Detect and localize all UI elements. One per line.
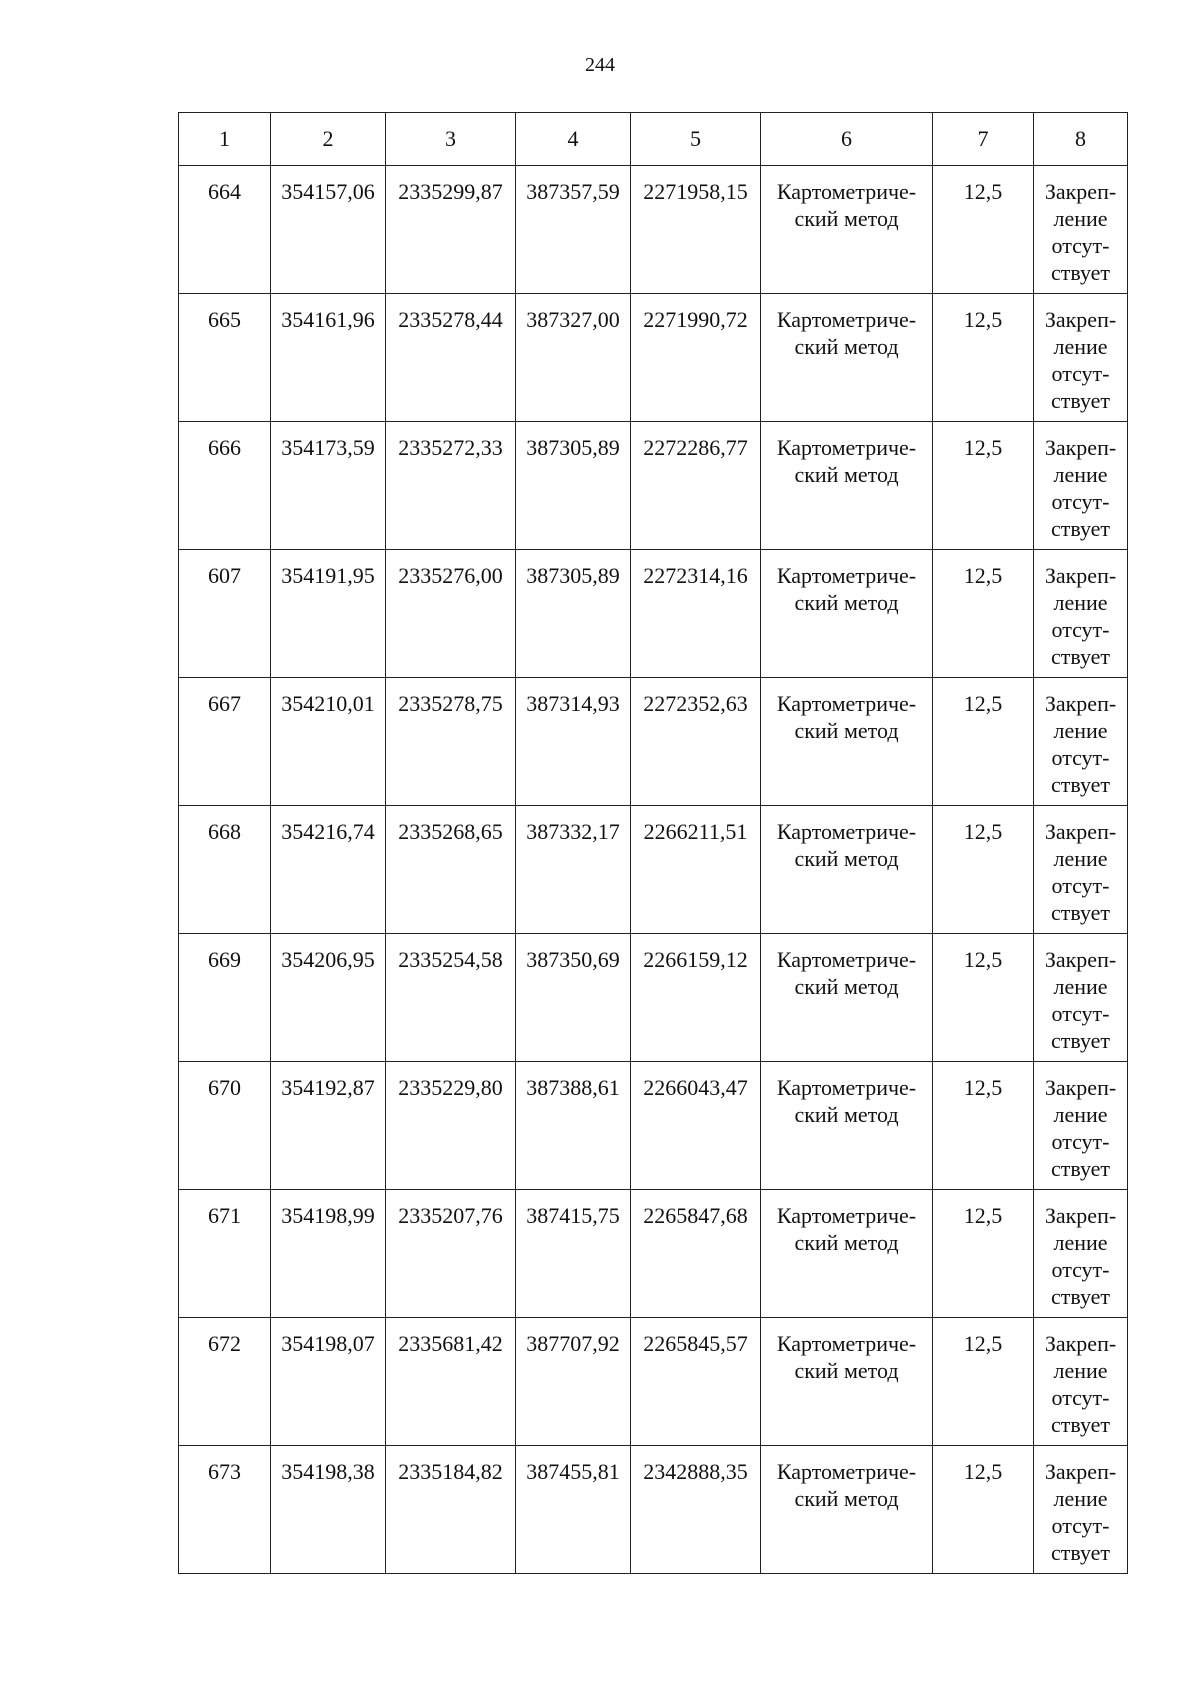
coord-cell: 2335229,80: [386, 1062, 516, 1190]
method-line: Картометриче-: [776, 819, 917, 844]
coord-cell: 387455,81: [516, 1446, 631, 1574]
fixing-line: отсут-: [1051, 745, 1110, 770]
fixing-cell: [1034, 422, 1128, 550]
point-number-cell: 666: [179, 422, 271, 550]
coord-cell: 387305,89: [516, 550, 631, 678]
table-row: [179, 1190, 1128, 1318]
coord-cell: 2342888,35: [631, 1446, 761, 1574]
coord-cell: 387415,75: [516, 1190, 631, 1318]
column-header: 2: [271, 113, 386, 166]
coordinates-table: [178, 112, 1128, 1574]
method-line: Картометриче-: [776, 307, 917, 332]
method-line: ский метод: [794, 1358, 899, 1383]
method-cell: [761, 422, 933, 550]
accuracy-cell: 12,5: [933, 1062, 1034, 1190]
page-number: 244: [585, 54, 615, 76]
coord-cell: 354210,01: [271, 678, 386, 806]
point-number-cell: 672: [179, 1318, 271, 1446]
coord-cell: 2271958,15: [631, 166, 761, 294]
coord-cell: 2335207,76: [386, 1190, 516, 1318]
header-row: [179, 113, 1128, 166]
fixing-line: ление: [1053, 718, 1108, 743]
accuracy-cell: 12,5: [933, 550, 1034, 678]
table-row: [179, 294, 1128, 422]
fixing-line: Закреп-: [1044, 1075, 1117, 1100]
column-header: 6: [761, 113, 933, 166]
method-line: ский метод: [794, 1102, 899, 1127]
method-cell: [761, 1446, 933, 1574]
fixing-cell: [1034, 1062, 1128, 1190]
fixing-cell: [1034, 294, 1128, 422]
coord-cell: 2335276,00: [386, 550, 516, 678]
fixing-line: Закреп-: [1044, 307, 1117, 332]
accuracy-cell: 12,5: [933, 422, 1034, 550]
column-header: 8: [1034, 113, 1128, 166]
method-cell: [761, 166, 933, 294]
method-line: Картометриче-: [776, 1331, 917, 1356]
coord-cell: 354173,59: [271, 422, 386, 550]
fixing-line: ствует: [1050, 772, 1111, 797]
fixing-line: отсут-: [1051, 873, 1110, 898]
coord-cell: 354161,96: [271, 294, 386, 422]
table-row: [179, 806, 1128, 934]
fixing-line: отсут-: [1051, 1257, 1110, 1282]
table-row: [179, 1318, 1128, 1446]
method-line: Картометриче-: [776, 179, 917, 204]
coord-cell: 354216,74: [271, 806, 386, 934]
fixing-line: ление: [1053, 1230, 1108, 1255]
coord-cell: 354206,95: [271, 934, 386, 1062]
coord-cell: 2271990,72: [631, 294, 761, 422]
method-cell: [761, 1190, 933, 1318]
method-line: ский метод: [794, 718, 899, 743]
fixing-line: отсут-: [1051, 1001, 1110, 1026]
method-line: Картометриче-: [776, 1075, 917, 1100]
fixing-line: ствует: [1050, 644, 1111, 669]
point-number-cell: 673: [179, 1446, 271, 1574]
fixing-cell: [1034, 806, 1128, 934]
fixing-line: ление: [1053, 462, 1108, 487]
fixing-line: отсут-: [1051, 233, 1110, 258]
coord-cell: 2335681,42: [386, 1318, 516, 1446]
coord-cell: 387327,00: [516, 294, 631, 422]
method-line: ский метод: [794, 462, 899, 487]
fixing-cell: [1034, 934, 1128, 1062]
method-cell: [761, 294, 933, 422]
coord-cell: 2335254,58: [386, 934, 516, 1062]
column-header: 3: [386, 113, 516, 166]
coord-cell: 387332,17: [516, 806, 631, 934]
method-line: Картометриче-: [776, 947, 917, 972]
table-row: [179, 678, 1128, 806]
fixing-line: отсут-: [1051, 1129, 1110, 1154]
accuracy-cell: 12,5: [933, 1318, 1034, 1446]
point-number-cell: 670: [179, 1062, 271, 1190]
fixing-line: Закреп-: [1044, 1459, 1117, 1484]
coord-cell: 2272352,63: [631, 678, 761, 806]
fixing-line: отсут-: [1051, 1513, 1110, 1538]
coord-cell: 2335299,87: [386, 166, 516, 294]
coord-cell: 354198,38: [271, 1446, 386, 1574]
fixing-line: Закреп-: [1044, 435, 1117, 460]
method-cell: [761, 550, 933, 678]
accuracy-cell: 12,5: [933, 166, 1034, 294]
table-row: [179, 422, 1128, 550]
coord-cell: 387314,93: [516, 678, 631, 806]
coord-cell: 2272314,16: [631, 550, 761, 678]
method-line: Картометриче-: [776, 691, 917, 716]
fixing-line: ление: [1053, 974, 1108, 999]
coord-cell: 2335278,44: [386, 294, 516, 422]
fixing-line: Закреп-: [1044, 947, 1117, 972]
coord-cell: 387357,59: [516, 166, 631, 294]
method-cell: [761, 1062, 933, 1190]
table-body: [179, 166, 1128, 1574]
table-row: [179, 550, 1128, 678]
fixing-line: Закреп-: [1044, 1331, 1117, 1356]
point-number-cell: 668: [179, 806, 271, 934]
coord-cell: 2266159,12: [631, 934, 761, 1062]
fixing-line: ствует: [1050, 1284, 1111, 1309]
coord-cell: 387350,69: [516, 934, 631, 1062]
accuracy-cell: 12,5: [933, 1446, 1034, 1574]
fixing-cell: [1034, 166, 1128, 294]
method-cell: [761, 934, 933, 1062]
fixing-line: ствует: [1050, 900, 1111, 925]
coord-cell: 2265847,68: [631, 1190, 761, 1318]
accuracy-cell: 12,5: [933, 806, 1034, 934]
table-row: [179, 1062, 1128, 1190]
accuracy-cell: 12,5: [933, 1190, 1034, 1318]
fixing-line: Закреп-: [1044, 691, 1117, 716]
coord-cell: 2335278,75: [386, 678, 516, 806]
fixing-cell: [1034, 1318, 1128, 1446]
fixing-line: отсут-: [1051, 1385, 1110, 1410]
point-number-cell: 607: [179, 550, 271, 678]
fixing-line: отсут-: [1051, 361, 1110, 386]
method-line: ский метод: [794, 206, 899, 231]
fixing-cell: [1034, 1446, 1128, 1574]
method-cell: [761, 678, 933, 806]
fixing-line: ление: [1053, 1358, 1108, 1383]
method-line: Картометриче-: [776, 1459, 917, 1484]
column-header: 4: [516, 113, 631, 166]
fixing-line: ление: [1053, 590, 1108, 615]
fixing-line: ствует: [1050, 1156, 1111, 1181]
coord-cell: 387388,61: [516, 1062, 631, 1190]
accuracy-cell: 12,5: [933, 294, 1034, 422]
column-header: 5: [631, 113, 761, 166]
coord-cell: 354198,07: [271, 1318, 386, 1446]
fixing-line: ствует: [1050, 388, 1111, 413]
method-line: Картометриче-: [776, 435, 917, 460]
coord-cell: 2335272,33: [386, 422, 516, 550]
point-number-cell: 667: [179, 678, 271, 806]
fixing-line: ствует: [1050, 1412, 1111, 1437]
coord-cell: 2266211,51: [631, 806, 761, 934]
column-header: 7: [933, 113, 1034, 166]
coord-cell: 2265845,57: [631, 1318, 761, 1446]
fixing-line: ствует: [1050, 1540, 1111, 1565]
fixing-line: отсут-: [1051, 489, 1110, 514]
method-line: ский метод: [794, 846, 899, 871]
coord-cell: 2335184,82: [386, 1446, 516, 1574]
coord-cell: 354191,95: [271, 550, 386, 678]
table-row: [179, 1446, 1128, 1574]
point-number-cell: 669: [179, 934, 271, 1062]
method-line: ский метод: [794, 590, 899, 615]
column-header: 1: [179, 113, 271, 166]
fixing-line: Закреп-: [1044, 563, 1117, 588]
fixing-line: Закреп-: [1044, 1203, 1117, 1228]
fixing-cell: [1034, 678, 1128, 806]
method-cell: [761, 1318, 933, 1446]
fixing-line: ствует: [1050, 1028, 1111, 1053]
method-line: Картометриче-: [776, 1203, 917, 1228]
fixing-line: ление: [1053, 334, 1108, 359]
coord-cell: 354192,87: [271, 1062, 386, 1190]
fixing-line: ление: [1053, 1486, 1108, 1511]
table-row: [179, 934, 1128, 1062]
method-line: ский метод: [794, 1230, 899, 1255]
method-line: Картометриче-: [776, 563, 917, 588]
fixing-line: ление: [1053, 846, 1108, 871]
fixing-line: ствует: [1050, 260, 1111, 285]
method-line: ский метод: [794, 334, 899, 359]
fixing-line: Закреп-: [1044, 179, 1117, 204]
method-cell: [761, 806, 933, 934]
accuracy-cell: 12,5: [933, 678, 1034, 806]
table-row: [179, 166, 1128, 294]
coord-cell: 2266043,47: [631, 1062, 761, 1190]
method-line: ский метод: [794, 1486, 899, 1511]
fixing-line: отсут-: [1051, 617, 1110, 642]
coord-cell: 354198,99: [271, 1190, 386, 1318]
fixing-line: Закреп-: [1044, 819, 1117, 844]
coord-cell: 387707,92: [516, 1318, 631, 1446]
point-number-cell: 671: [179, 1190, 271, 1318]
point-number-cell: 665: [179, 294, 271, 422]
coord-cell: 354157,06: [271, 166, 386, 294]
coord-cell: 2272286,77: [631, 422, 761, 550]
fixing-line: ствует: [1050, 516, 1111, 541]
coord-cell: 2335268,65: [386, 806, 516, 934]
fixing-line: ление: [1053, 206, 1108, 231]
coord-cell: 387305,89: [516, 422, 631, 550]
method-line: ский метод: [794, 974, 899, 999]
point-number-cell: 664: [179, 166, 271, 294]
fixing-line: ление: [1053, 1102, 1108, 1127]
fixing-cell: [1034, 1190, 1128, 1318]
fixing-cell: [1034, 550, 1128, 678]
accuracy-cell: 12,5: [933, 934, 1034, 1062]
